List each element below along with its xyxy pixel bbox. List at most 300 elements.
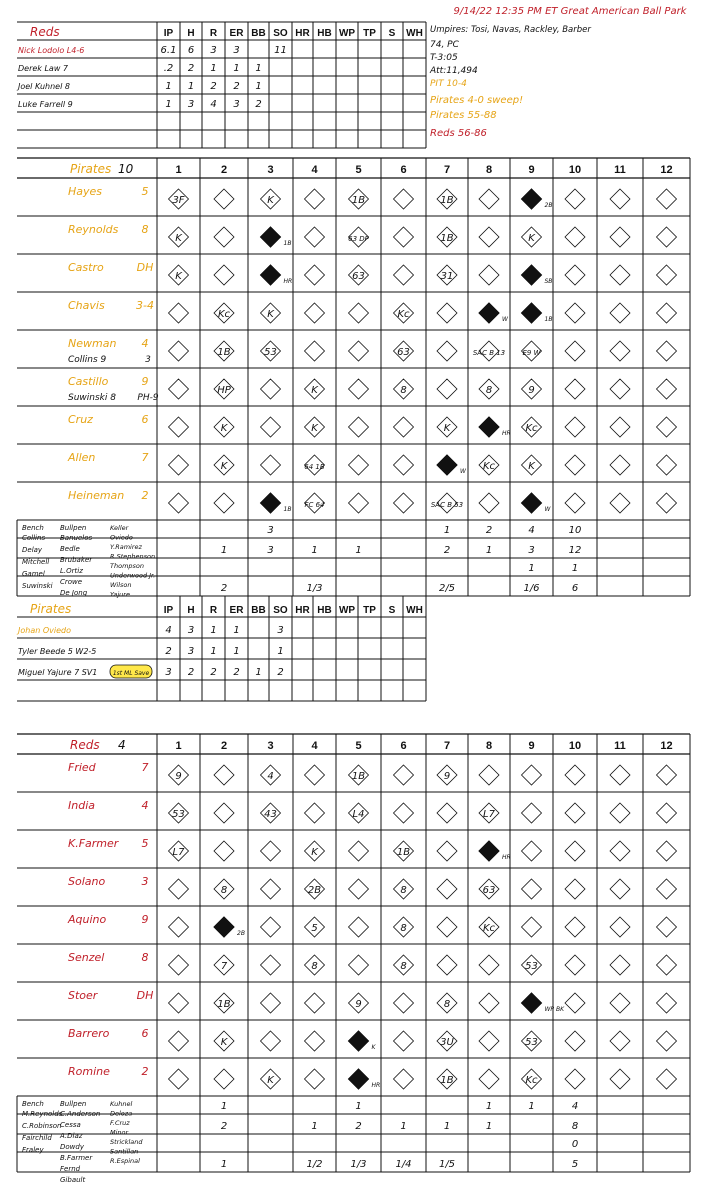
batting-team-name: Reds: [70, 738, 100, 752]
batter-name: K.Farmer: [68, 837, 119, 850]
team-runs: 4: [118, 738, 126, 752]
play-notation: 2B: [237, 930, 245, 937]
play-notation: 1B: [544, 316, 553, 323]
play-notation: 53: [264, 347, 277, 358]
diamond-cell: [565, 341, 585, 361]
pitcher-name: Johan Oviedo: [18, 626, 71, 635]
play-notation: K: [220, 423, 228, 434]
pitching-stat: 3: [210, 45, 217, 56]
diamond-cell: [169, 917, 189, 937]
sweep-note: Pirates 4-0 sweep!: [430, 95, 524, 106]
play-notation: HR: [283, 278, 293, 285]
diamond-cell: [214, 189, 234, 209]
bullpen-player: L.Ortiz: [60, 567, 83, 575]
play-notation: 63: [352, 271, 365, 282]
diamond-cell: [657, 803, 677, 823]
pitching-stat: 2: [233, 667, 240, 678]
batter-name: Senzel: [68, 951, 105, 964]
diamond-cell: [610, 189, 630, 209]
diamond-cell: [657, 1069, 677, 1089]
bullpen-player: A.Diaz: [60, 1132, 83, 1140]
inning-header: 4: [311, 164, 318, 176]
inning-header: 5: [355, 164, 362, 176]
diamond-cell: [657, 265, 677, 285]
inning-total: 3: [528, 545, 535, 556]
play-notation: 53: [525, 1037, 538, 1048]
batter-position: 4: [141, 337, 149, 350]
bullpen-player: Oviedo: [110, 533, 133, 542]
bench-player: Collins: [22, 534, 46, 542]
diamond-cell: [657, 227, 677, 247]
inning-total: 0: [571, 1139, 579, 1150]
diamond-cell: [169, 1069, 189, 1089]
diamond-cell: [565, 993, 585, 1013]
diamond-cell: [565, 1031, 585, 1051]
pitching-col-header: HB: [317, 605, 332, 616]
diamond-cell: [565, 955, 585, 975]
pitching-col-header: WH: [406, 28, 423, 39]
bullpen-player: Banuelos: [60, 534, 93, 542]
batter-position: 2: [141, 1065, 149, 1078]
batter-position: 3-4: [136, 299, 154, 312]
diamond-cell: [214, 841, 234, 861]
play-notation: 8: [400, 961, 407, 972]
bench-label: Bench: [22, 524, 44, 532]
pitching-col-header: S: [388, 605, 396, 616]
play-notation: Kc: [217, 309, 231, 320]
inning-total: 12: [568, 545, 582, 556]
diamond-cell: [565, 803, 585, 823]
diamond-cell: [565, 227, 585, 247]
final-score-note: PIT 10-4: [430, 79, 467, 89]
inning-header: 7: [443, 740, 451, 752]
pitching-stat: 1: [210, 625, 217, 636]
play-notation: 31: [440, 271, 454, 282]
pitching-stat: .2: [163, 63, 174, 74]
diamond-cell: [169, 493, 189, 513]
diamond-cell: [437, 341, 457, 361]
diamond-cell: [305, 1031, 325, 1051]
batter-position: 3: [141, 875, 149, 888]
pitching-col-header: SO: [273, 605, 288, 616]
batter-name: Barrero: [68, 1027, 110, 1040]
play-notation: 8: [400, 923, 407, 934]
diamond-cell: [349, 879, 369, 899]
diamond-cell: [394, 227, 414, 247]
bullpen-player: Strickland: [110, 1138, 143, 1146]
diamond-cell: [169, 955, 189, 975]
play-notation: 8: [311, 961, 318, 972]
diamond-cell: [565, 189, 585, 209]
bullpen-player: Cessa: [60, 1121, 81, 1129]
batter-position: 9: [141, 375, 149, 388]
inning-total: 2: [485, 525, 493, 536]
scored-run-diamond: [437, 455, 457, 475]
pitching-stat: 3: [277, 625, 284, 636]
play-notation: 63: [397, 347, 410, 358]
pitching-stat: 1: [187, 81, 195, 92]
inning-total: 1: [485, 1121, 493, 1132]
pitching-stat: 2: [210, 667, 217, 678]
inning-total: 1/4: [395, 1159, 412, 1170]
diamond-cell: [261, 879, 281, 899]
diamond-cell: [657, 417, 677, 437]
pitching-col-header: ER: [229, 605, 244, 616]
pitching-col-header: SO: [273, 28, 288, 39]
batter-position: 5: [141, 837, 149, 850]
play-notation: 1B: [283, 240, 292, 247]
play-notation: 53: [525, 961, 538, 972]
diamond-cell: [169, 341, 189, 361]
play-notation: 8: [443, 999, 451, 1010]
batter-name: Chavis: [68, 299, 105, 312]
diamond-cell: [261, 955, 281, 975]
diamond-cell: [565, 493, 585, 513]
diamond-cell: [610, 993, 630, 1013]
inning-total: 1: [220, 1101, 228, 1112]
play-notation: HR: [371, 1082, 381, 1089]
pitcher-name: Derek Law 7: [18, 64, 69, 73]
pitching-col-header: WP: [338, 605, 356, 616]
play-notation: K: [311, 847, 318, 858]
bench-player: C.Robinson: [22, 1122, 62, 1130]
inning-header: 3: [267, 740, 274, 752]
pitcher-name: Tyler Beede 5 W2-5: [18, 647, 97, 656]
inning-header: 8: [485, 740, 493, 752]
attendance-note: Att:11,494: [430, 66, 478, 76]
play-notation: HP: [217, 385, 231, 396]
diamond-cell: [305, 265, 325, 285]
diamond-cell: [394, 993, 414, 1013]
play-notation: 1B: [217, 999, 231, 1010]
diamond-cell: [657, 379, 677, 399]
diamond-cell: [565, 917, 585, 937]
play-notation: HR: [502, 430, 511, 437]
first-save-badge: 1st ML Save: [112, 670, 150, 677]
inning-header: 10: [568, 740, 582, 752]
play-notation: 53: [172, 809, 185, 820]
bullpen-label: Bullpen: [60, 1100, 87, 1108]
inning-total: 6: [571, 583, 579, 594]
inning-total: 1: [443, 525, 451, 536]
inning-total: 2: [443, 545, 451, 556]
play-notation: 63 DP: [348, 235, 369, 243]
inning-total: 3: [267, 525, 274, 536]
diamond-cell: [657, 303, 677, 323]
diamond-cell: [657, 841, 677, 861]
play-notation: E9 W: [522, 349, 541, 357]
inning-total: 4: [528, 525, 535, 536]
play-notation: 9: [355, 999, 362, 1010]
diamond-cell: [349, 303, 369, 323]
pitcher-name: Joel Kuhnel 8: [18, 82, 70, 91]
pitching-col-header: HR: [295, 28, 310, 39]
diamond-cell: [261, 379, 281, 399]
play-notation: FC 64: [304, 501, 325, 509]
diamond-cell: [349, 493, 369, 513]
scored-run-diamond: [522, 303, 542, 323]
scored-run-diamond: [261, 493, 281, 513]
diamond-cell: [610, 379, 630, 399]
diamond-cell: [610, 303, 630, 323]
diamond-cell: [349, 379, 369, 399]
diamond-cell: [214, 765, 234, 785]
batter-position: 6: [141, 413, 149, 426]
play-notation: SAC B 13: [472, 349, 506, 357]
substitute-position: 3: [145, 355, 151, 365]
diamond-cell: [305, 227, 325, 247]
diamond-cell: [610, 493, 630, 513]
diamond-cell: [305, 803, 325, 823]
scored-run-diamond: [349, 1069, 369, 1089]
inning-total: 1: [311, 1121, 318, 1132]
bench-player: Mitchell: [22, 558, 50, 566]
batter-name: Aquino: [68, 913, 107, 926]
diamond-cell: [349, 455, 369, 475]
scored-run-diamond: [261, 265, 281, 285]
pitching-stat: 1: [255, 63, 262, 74]
inning-header: 10: [568, 164, 582, 176]
pitching-stat: 1: [210, 63, 217, 74]
diamond-cell: [261, 993, 281, 1013]
play-notation: L7: [172, 847, 185, 858]
pirates-record: Pirates 55-88: [430, 110, 497, 121]
play-notation: 63: [482, 885, 496, 896]
inning-header: 9: [528, 164, 535, 176]
diamond-cell: [394, 803, 414, 823]
pitching-stat: 2: [210, 81, 217, 92]
batter-name: Fried: [68, 761, 96, 774]
diamond-cell: [565, 455, 585, 475]
diamond-cell: [305, 1069, 325, 1089]
diamond-cell: [394, 265, 414, 285]
bullpen-player: R.Espinal: [110, 1157, 140, 1165]
diamond-cell: [522, 879, 542, 899]
diamond-cell: [479, 227, 499, 247]
diamond-cell: [657, 917, 677, 937]
bench-player: Delay: [22, 546, 43, 554]
umpires-note: Umpires: Tosi, Navas, Rackley, Barber: [430, 25, 591, 35]
pitching-stat: 1: [233, 646, 240, 657]
diamond-cell: [657, 955, 677, 975]
play-notation: K: [267, 309, 274, 320]
inning-total: 1: [311, 545, 318, 556]
play-notation: 1B: [440, 1075, 454, 1086]
inning-header: 1: [175, 740, 182, 752]
inning-total: 1: [485, 545, 493, 556]
diamond-cell: [657, 1031, 677, 1051]
diamond-cell: [214, 493, 234, 513]
inning-header: 3: [267, 164, 274, 176]
diamond-cell: [610, 227, 630, 247]
diamond-cell: [305, 765, 325, 785]
bullpen-player: Gibault: [60, 1176, 86, 1184]
play-notation: Kc: [525, 423, 538, 434]
diamond-cell: [610, 265, 630, 285]
diamond-cell: [437, 879, 457, 899]
diamond-cell: [214, 227, 234, 247]
diamond-cell: [349, 917, 369, 937]
play-notation: Kc: [525, 1075, 538, 1086]
pitching-stat: 11: [274, 45, 287, 56]
diamond-cell: [349, 955, 369, 975]
diamond-cell: [610, 803, 630, 823]
diamond-cell: [261, 417, 281, 437]
bullpen-player: B.Farmer: [60, 1154, 93, 1162]
play-notation: 1B: [396, 847, 411, 858]
play-notation: 1B: [217, 347, 231, 358]
play-notation: Kc: [482, 461, 496, 472]
batter-position: 7: [141, 451, 149, 464]
inning-header: 12: [660, 164, 673, 176]
diamond-cell: [349, 417, 369, 437]
inning-header: 9: [528, 740, 535, 752]
bench-player: Fairchild: [22, 1134, 52, 1142]
batter-name: India: [68, 799, 95, 812]
pitching-col-header: ER: [229, 28, 244, 39]
pitching-col-header: WP: [338, 28, 356, 39]
pitching-col-header: R: [209, 605, 218, 616]
bullpen-player: Deloza: [110, 1109, 133, 1118]
bullpen-player: Fernd: [60, 1165, 81, 1173]
batter-position: DH: [136, 989, 154, 1002]
bench-player: Fraley: [22, 1146, 44, 1154]
diamond-cell: [214, 265, 234, 285]
play-notation: 8: [485, 385, 493, 396]
pitching-stat: 1: [233, 625, 240, 636]
inning-total: 1/2: [306, 1159, 323, 1170]
inning-total: 1: [443, 1121, 451, 1132]
batter-position: 8: [141, 223, 149, 236]
pitching-col-header: WH: [406, 605, 423, 616]
inning-header: 11: [614, 740, 626, 752]
pitching-stat: 1: [233, 63, 240, 74]
play-notation: 1B: [351, 195, 366, 206]
diamond-cell: [610, 1069, 630, 1089]
inning-total: 4: [571, 1101, 579, 1112]
play-notation: K: [267, 195, 274, 206]
diamond-cell: [657, 189, 677, 209]
bullpen-player: Crowe: [60, 578, 83, 586]
batter-position: 2: [141, 489, 149, 502]
scored-run-diamond: [479, 417, 499, 437]
game-time-note: T-3:05: [430, 53, 458, 63]
pitcher-name: Luke Farrell 9: [18, 100, 73, 109]
pitcher-name: Miguel Yajure 7 SV1: [18, 668, 98, 677]
play-notation: 1B: [440, 195, 454, 206]
batter-name: Cruz: [68, 413, 93, 426]
play-notation: K: [220, 461, 228, 472]
diamond-cell: [479, 1069, 499, 1089]
diamond-cell: [610, 341, 630, 361]
diamond-cell: [214, 1069, 234, 1089]
pitching-stat: 1: [255, 667, 262, 678]
pitching-stat: 2: [187, 63, 195, 74]
play-notation: W: [502, 316, 508, 323]
team-runs: 10: [118, 162, 134, 176]
play-notation: 1B: [440, 233, 454, 244]
play-notation: W: [460, 468, 466, 475]
play-notation: K: [528, 461, 535, 472]
substitute-position: PH-9: [137, 393, 159, 403]
diamond-cell: [394, 189, 414, 209]
play-notation: K: [371, 1044, 376, 1051]
bullpen-player: R.Stephenson: [110, 552, 156, 561]
play-notation: K: [175, 233, 182, 244]
diamond-cell: [565, 765, 585, 785]
diamond-cell: [349, 841, 369, 861]
pitching-stat: 1: [210, 646, 217, 657]
pitching-stat: 4: [165, 625, 172, 636]
diamond-cell: [261, 917, 281, 937]
pitching-col-header: H: [187, 605, 195, 616]
diamond-cell: [169, 417, 189, 437]
batter-name: Newman: [68, 337, 117, 350]
bench-player: Suwinski: [22, 582, 53, 590]
pitching-stat: 2: [255, 99, 262, 110]
scored-run-diamond: [522, 265, 542, 285]
play-notation: K: [528, 233, 535, 244]
diamond-cell: [305, 993, 325, 1013]
play-notation: 3F: [172, 195, 185, 206]
diamond-cell: [394, 417, 414, 437]
play-notation: 3U: [440, 1037, 454, 1048]
play-notation: 1B: [351, 771, 366, 782]
pitching-col-header: S: [388, 28, 396, 39]
pitching-stat: 6: [187, 45, 195, 56]
diamond-cell: [261, 841, 281, 861]
inning-total: 8: [571, 1121, 579, 1132]
diamond-cell: [437, 379, 457, 399]
diamond-cell: [437, 955, 457, 975]
play-notation: W: [544, 506, 551, 513]
pitching-stat: 2: [165, 646, 172, 657]
inning-total: 1/5: [438, 1159, 456, 1170]
bullpen-player: F.Cruz: [110, 1119, 130, 1127]
diamond-cell: [610, 765, 630, 785]
bullpen-player: Dowdy: [60, 1143, 84, 1151]
pitching-stat: 4: [210, 99, 217, 110]
pitching-stat: 6.1: [160, 45, 177, 56]
scored-run-diamond: [522, 493, 542, 513]
inning-header: 6: [400, 740, 407, 752]
inning-total: 1/3: [306, 583, 323, 594]
diamond-cell: [657, 493, 677, 513]
diamond-cell: [610, 417, 630, 437]
batter-position: 4: [141, 799, 149, 812]
reds-record: Reds 56-86: [430, 128, 487, 139]
bullpen-player: Wilson: [110, 581, 132, 589]
pitching-stat: 2: [187, 667, 195, 678]
diamond-cell: [479, 993, 499, 1013]
inning-header: 7: [443, 164, 451, 176]
bullpen-player: Yajure: [110, 590, 130, 599]
play-notation: 43: [264, 809, 277, 820]
play-notation: K: [443, 423, 451, 434]
diamond-cell: [169, 455, 189, 475]
play-notation: 8: [220, 885, 228, 896]
bullpen-player: C.Anderson: [60, 1110, 101, 1118]
diamond-cell: [610, 455, 630, 475]
inning-total: 1: [528, 563, 535, 574]
diamond-cell: [437, 303, 457, 323]
bullpen-player: Thompson: [110, 562, 145, 570]
substitute-name: Suwinski 8: [68, 393, 116, 403]
pitching-col-header: IP: [163, 28, 174, 39]
scored-run-diamond: [261, 227, 281, 247]
play-notation: 9: [528, 385, 535, 396]
batting-team-name: Pirates: [70, 162, 112, 176]
